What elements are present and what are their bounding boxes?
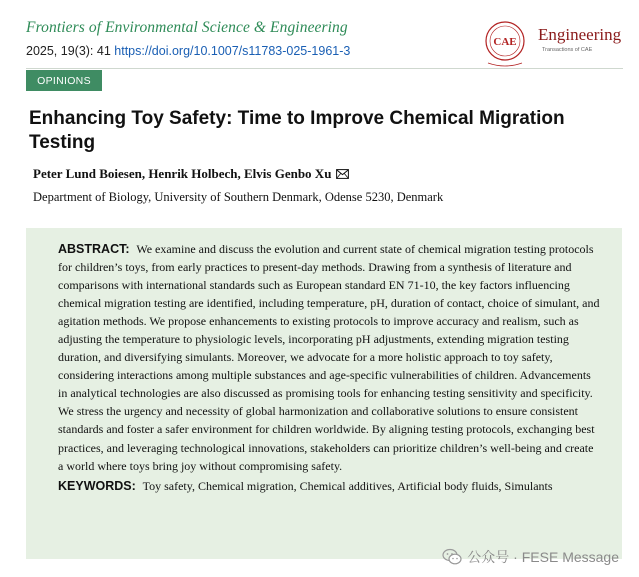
- watermark: [442, 547, 619, 567]
- keywords-paragraph: [58, 477, 600, 495]
- brand-name: Engineering: [538, 25, 622, 44]
- envelope-icon[interactable]: [336, 169, 349, 179]
- journal-title: Frontiers of Environmental Science & Engineering: [26, 19, 348, 36]
- citation-line: [26, 44, 350, 58]
- publisher-logo: [474, 19, 624, 69]
- abstract-paragraph: [58, 240, 600, 475]
- watermark-text: 公众号 · FESE Message: [467, 549, 619, 565]
- doi-link[interactable]: https://doi.org/10.1007/s11783-025-1961-3: [114, 44, 351, 58]
- author-line: [33, 166, 349, 182]
- seal-text: CAE: [493, 36, 517, 48]
- section-badge: OPINIONS: [26, 70, 102, 91]
- keywords-text: Toy safety, Chemical migration, Chemical additives, Artificial body fluids, Simulants: [142, 478, 553, 493]
- abstract-box: [26, 228, 622, 559]
- keywords-label: KEYWORDS:: [58, 478, 136, 493]
- wechat-icon: [442, 548, 462, 566]
- article-title: Enhancing Toy Safety: Time to Improve Chemical Migration Testing: [29, 108, 565, 153]
- author-names: Peter Lund Boiesen, Henrik Holbech, Elvis Genbo Xu: [33, 166, 332, 181]
- citation-prefix: 2025, 19(3): 41: [26, 44, 111, 58]
- abstract-label: ABSTRACT:: [58, 242, 130, 256]
- brand-subtitle: Transactions of CAE: [542, 47, 593, 53]
- affiliation: Department of Biology, University of Southern Denmark, Odense 5230, Denmark: [33, 190, 444, 204]
- abstract-text: We examine and discuss the evolution and current state of chemical migration testing protocols for children’s toys, from early practices to present-day methods. Drawing from a synthesis of literature and comparisons with international standards such as European standard EN 71-10, the key factors influencing chemical migration testing are identified, including temperature, pH, duration of contact, choice of simulant, and agitation methods. We propose enhancements to existing protocols to improve accuracy and realism, such as adjusting the temperature to physiologic levels, incorporating pH adjustments, extending migration testing duration, and diversifying simulants. Moreover, we advocate for a more holistic approach to toy safety, considering interactions among multiple substances and age-specific vulnerabilities of children. Advancements in analytical technologies are also discussed as promising tools for enhancing testing sensitivity and specificity. We stress the urgency and necessity of global harmonization and collaborative solutions to ensure consistent standards and foster a safer environment for children worldwide. By aligning testing protocols, exchanging best practices, and leveraging technological innovations, stakeholders can prioritize children’s well-being and create a world where toys bring joy without compromising safety.: [58, 242, 600, 473]
- header-divider: [26, 68, 623, 69]
- cae-seal-icon: [474, 19, 536, 69]
